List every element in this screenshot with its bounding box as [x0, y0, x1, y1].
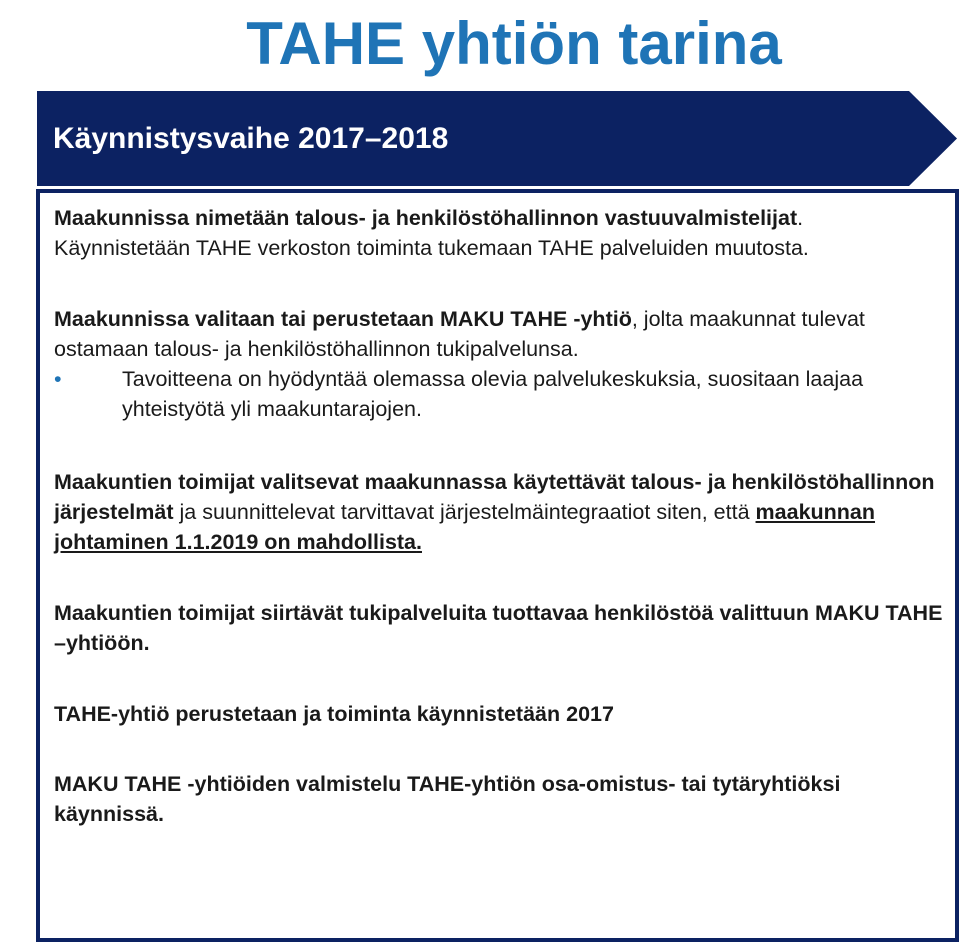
paragraph-5-bold: TAHE-yhtiö perustetaan ja toiminta käynnistetään 2017 [54, 702, 614, 726]
paragraph-2-text: , jolta maakunnat tulevat ostamaan talous- ja henkilöstöhallinnon tukipalvelunsa. [54, 307, 865, 361]
content-box [36, 189, 959, 942]
paragraph-2-bold: Maakunnissa valitaan tai perustetaan MAKU TAHE -yhtiö [54, 307, 632, 331]
paragraph-1 [54, 203, 944, 263]
paragraph-1-text: . Käynnistetään TAHE verkoston toiminta tukemaan TAHE palveluiden muutosta. [54, 206, 809, 260]
banner-label: Käynnistysvaihe 2017–2018 [53, 122, 449, 155]
paragraph-3-tail: . [416, 530, 422, 554]
content-body [54, 203, 944, 829]
phase-banner [37, 91, 957, 186]
paragraph-6-bold: MAKU TAHE -yhtiöiden valmistelu TAHE-yhtiön osa-omistus- tai tytäryhtiöksi käynnissä. [54, 772, 841, 826]
paragraph-4-bold: Maakuntien toimijat siirtävät tukipalveluita tuottavaa henkilöstöä valittuun MAKU TAHE –yhtiöön. [54, 601, 943, 655]
paragraph-6 [54, 769, 944, 829]
paragraph-4 [54, 598, 944, 658]
paragraph-1-bold: Maakunnissa nimetään talous- ja henkilöstöhallinnon vastuuvalmistelijat [54, 206, 798, 230]
paragraph-3-underlined: maakunnan johtaminen 1.1.2019 on mahdollista [54, 500, 876, 554]
page-title: TAHE yhtiön tarina [246, 10, 782, 77]
paragraph-5 [54, 699, 944, 729]
bullet-item [54, 364, 944, 424]
paragraph-2 [54, 304, 944, 364]
paragraph-3 [54, 467, 944, 557]
paragraph-3-text: ja suunnittelevat tarvittavat järjestelmäintegraatiot siten, että [173, 500, 756, 524]
paragraph-3-bold: Maakuntien toimijat valitsevat maakunnassa käytettävät talous- ja henkilöstöhallinnon järjestelmät [54, 470, 935, 524]
bullet-text: Tavoitteena on hyödyntää olemassa olevia palvelukeskuksia, suositaan laajaa yhteistyötä yli maakuntarajojen. [122, 367, 864, 421]
bullet-dot: • [54, 367, 62, 391]
